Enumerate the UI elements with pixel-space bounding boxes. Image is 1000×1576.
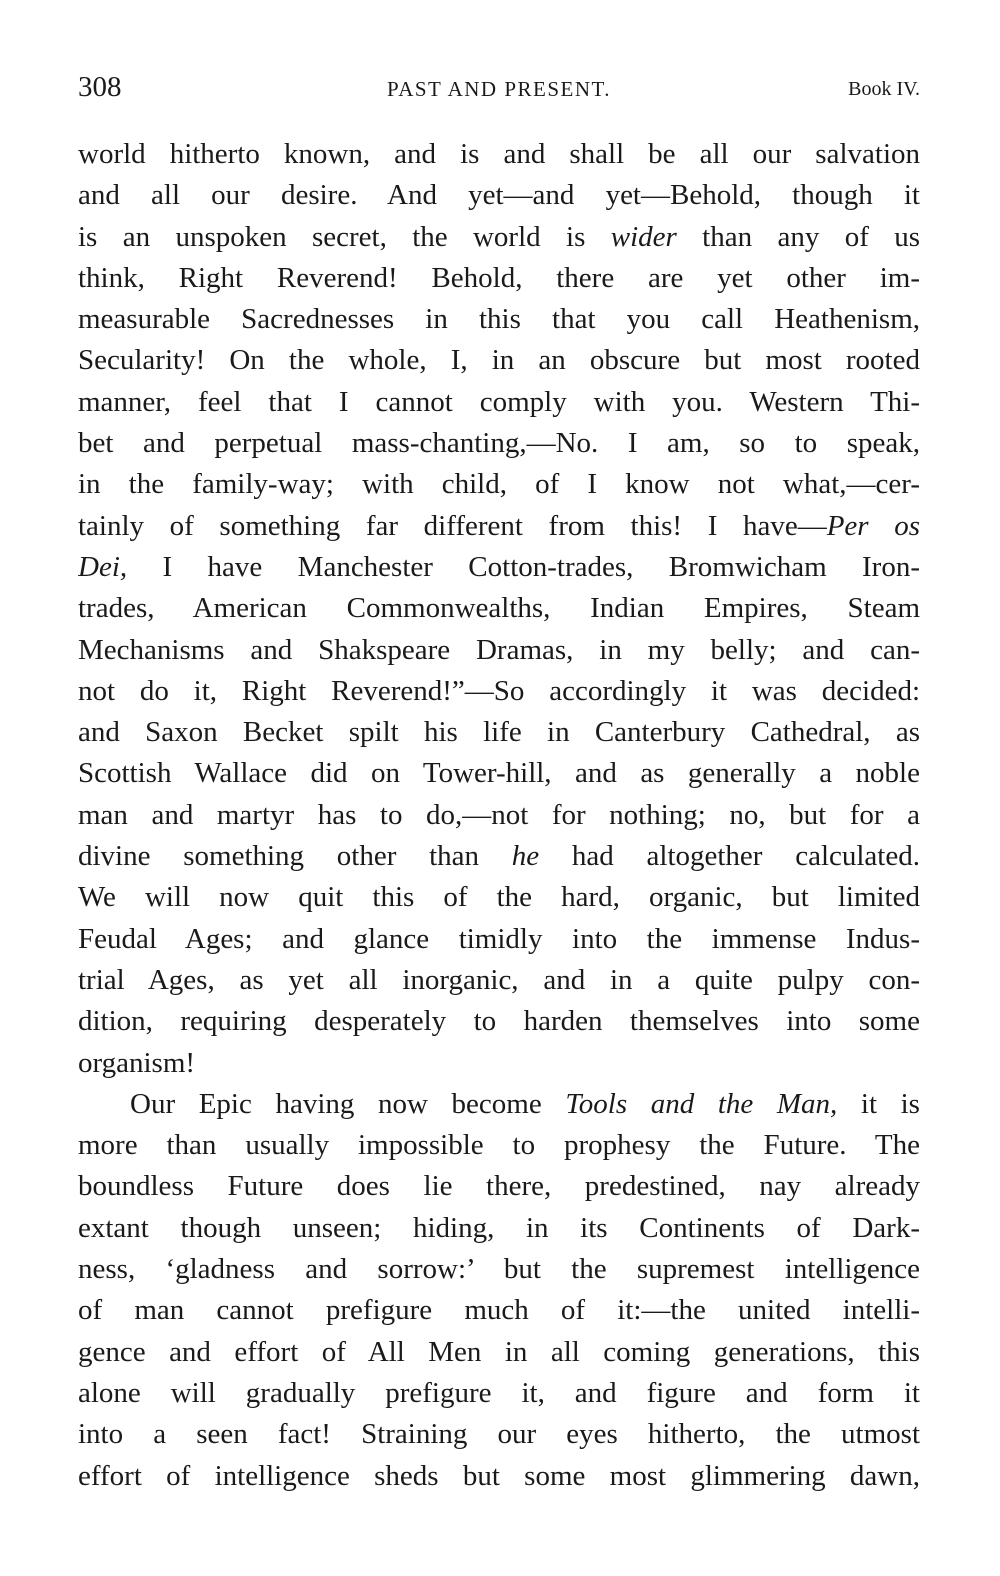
italic-word: he [511, 840, 540, 873]
text-line: alone will gradually prefigure it, and figure and form it [78, 1376, 920, 1409]
text-line: in the family-way; with child, of I know not what,—cer- [78, 468, 920, 501]
text-line: Scottish Wallace did on Tower-hill, and as generally a noble [78, 757, 920, 790]
italic-phrase: Per os [826, 509, 920, 542]
text-line: extant though unseen; hiding, in its Continents of Dark- [78, 1211, 920, 1244]
text-line: is an unspoken secret, the world is wider than any of us [78, 220, 920, 253]
italic-phrase: Tools and the Man, [565, 1087, 838, 1120]
text-line: effort of intelligence sheds but some most glimmering dawn, [78, 1459, 920, 1492]
text-line: Mechanisms and Shakspeare Dramas, in my belly; and can- [78, 633, 920, 666]
text-line: of man cannot prefigure much of it:—the united intelli- [78, 1294, 920, 1327]
text-line: trial Ages, as yet all inorganic, and in a quite pulpy con- [78, 963, 920, 996]
text-line: ness, ‘gladness and sorrow:’ but the supremest intelligence [78, 1253, 920, 1286]
text-line: and Saxon Becket spilt his life in Canterbury Cathedral, as [78, 716, 920, 749]
text-line: man and martyr has to do,—not for nothing; no, but for a [78, 798, 920, 831]
text-line: boundless Future does lie there, predestined, nay already [78, 1170, 920, 1203]
italic-word: Dei, [78, 550, 128, 583]
text-line: into a seen fact! Straining our eyes hitherto, the utmost [78, 1418, 920, 1451]
text-line: measurable Sacrednesses in this that you call Heathenism, [78, 303, 920, 336]
text-line: think, Right Reverend! Behold, there are yet other im- [78, 261, 920, 294]
text-line: and all our desire. And yet—and yet—Behold, though it [78, 179, 920, 212]
text-line: manner, feel that I cannot comply with you. Western Thi- [78, 385, 920, 418]
text-line: world hitherto known, and is and shall be all our salvation [78, 138, 920, 170]
text-line: more than usually impossible to prophesy the Future. The [78, 1129, 920, 1162]
text-line: dition, requiring desperately to harden themselves into some [78, 1005, 920, 1038]
text-line: gence and effort of All Men in all coming generations, this [78, 1335, 920, 1368]
section-label: Book IV. [848, 78, 920, 100]
text-line: not do it, Right Reverend!”—So accordingly it was decided: [78, 674, 920, 707]
body-text [78, 134, 920, 1497]
text-line: trades, American Commonwealths, Indian Empires, Steam [78, 592, 920, 625]
text-line: Dei, I have Manchester Cotton-trades, Bromwicham Iron- [78, 550, 920, 583]
italic-word: wider [610, 220, 677, 253]
text-line: divine something other than he had altogether calculated. [78, 840, 920, 873]
running-head [78, 70, 920, 104]
paragraph-start-line: Our Epic having now become Tools and the Man, it is [130, 1087, 920, 1120]
text-line: organism! [78, 1046, 196, 1079]
page-number: 308 [78, 71, 122, 103]
text-line: Secularity! On the whole, I, in an obscure but most rooted [78, 344, 920, 377]
text-line: tainly of something far different from this! I have—Per os [78, 509, 920, 542]
running-title: PAST AND PRESENT. [386, 77, 612, 101]
text-line: bet and perpetual mass-chanting,—No. I am, so to speak, [78, 427, 920, 460]
text-line: Feudal Ages; and glance timidly into the immense Indus- [78, 922, 920, 955]
text-line: We will now quit this of the hard, organic, but limited [78, 881, 920, 914]
